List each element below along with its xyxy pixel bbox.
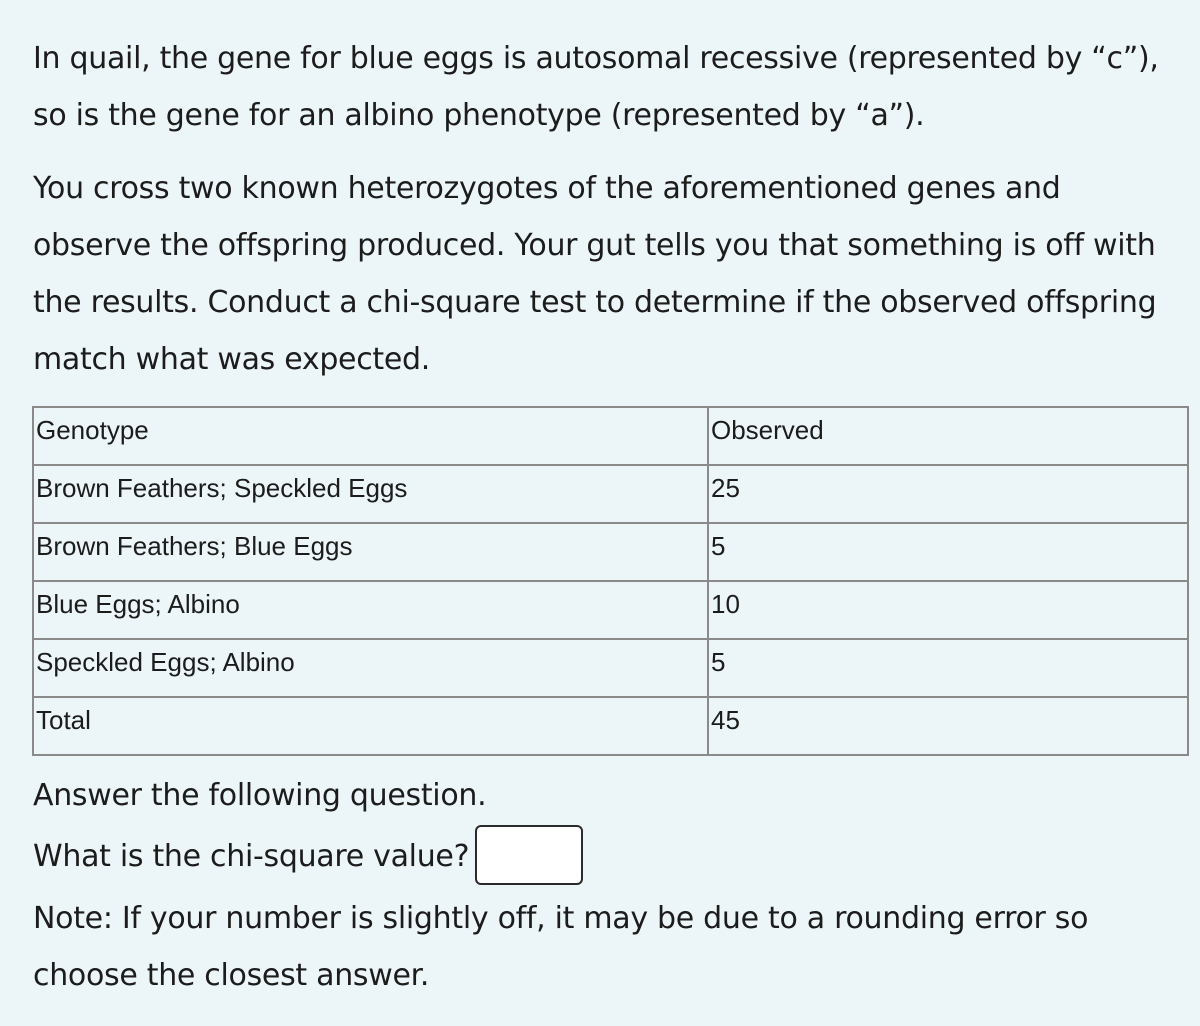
question-intro: In quail, the gene for blue eggs is autosomal recessive (represented by “c”), so is the gene for an albino phenotype (represented by “a”).: [33, 41, 1159, 133]
observed-cell: 5: [708, 639, 1188, 697]
observed-cell: 5: [708, 523, 1188, 581]
table-total-row: [33, 697, 1188, 755]
table-row: [33, 465, 1188, 523]
table-header-row: [33, 407, 1188, 465]
observed-cell: 25: [708, 465, 1188, 523]
header-genotype: Genotype: [33, 407, 708, 465]
answer-section: [33, 768, 1183, 1004]
table-row: [33, 639, 1188, 697]
genotype-cell: Brown Feathers; Speckled Eggs: [33, 465, 708, 523]
genotype-cell: Brown Feathers; Blue Eggs: [33, 523, 708, 581]
chi-square-answer-input[interactable]: [475, 825, 583, 885]
observed-cell: 10: [708, 581, 1188, 639]
table-row: [33, 581, 1188, 639]
question-text: [33, 30, 1183, 388]
header-observed: Observed: [708, 407, 1188, 465]
genotype-cell: Blue Eggs; Albino: [33, 581, 708, 639]
rounding-note: Note: If your number is slightly off, it may be due to a rounding error so choose the closest answer.: [33, 901, 1089, 993]
genotype-cell: Speckled Eggs; Albino: [33, 639, 708, 697]
answer-instruction: Answer the following question.: [33, 778, 487, 813]
genotype-table: [32, 406, 1189, 756]
table-row: [33, 523, 1188, 581]
total-observed-cell: 45: [708, 697, 1188, 755]
chi-square-question: [33, 829, 1183, 890]
chi-square-label: What is the chi-square value?: [33, 839, 470, 874]
question-instructions: You cross two known heterozygotes of the aforementioned genes and observe the offspring produced. Your gut tells you that something is off with the results. Conduct a chi-square test to determine if the observed offspring match what was expected.: [33, 171, 1157, 377]
total-label-cell: Total: [33, 697, 708, 755]
